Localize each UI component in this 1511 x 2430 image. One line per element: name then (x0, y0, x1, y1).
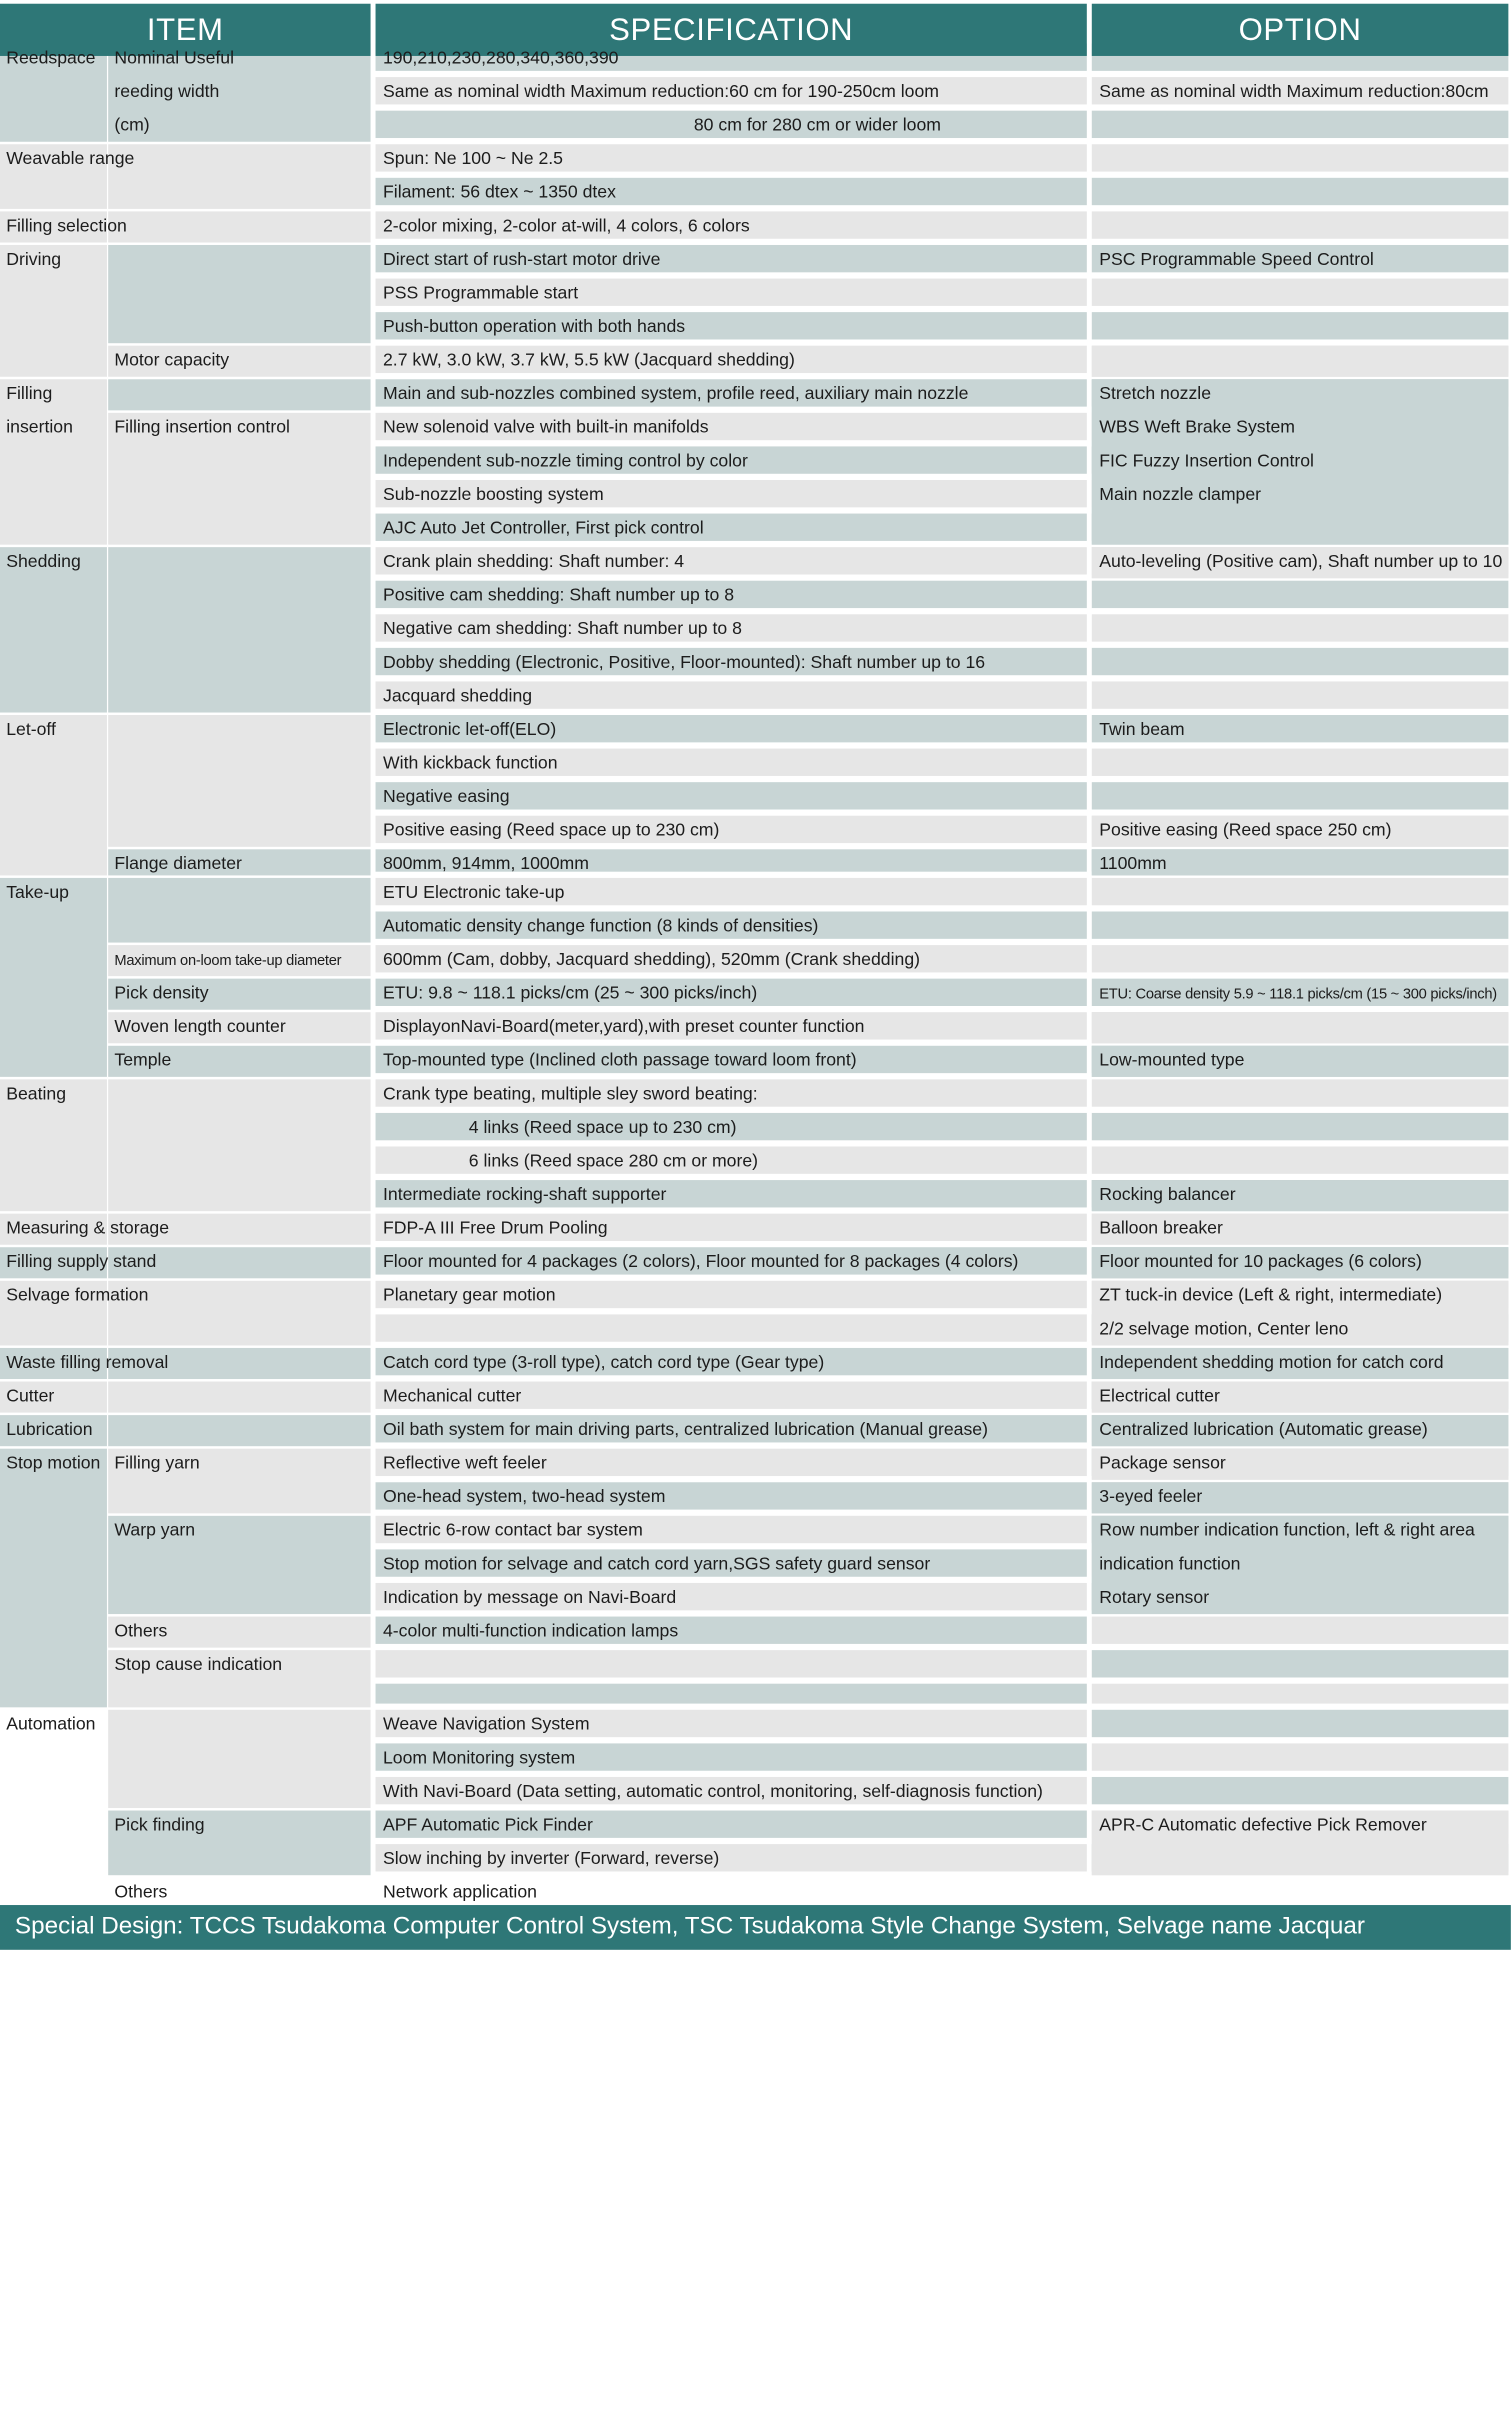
option-strip (1092, 878, 1509, 905)
spec-line: Intermediate rocking-shaft supporter (382, 1185, 667, 1205)
sub-item-cm: (cm) (114, 115, 150, 136)
spec-line: Negative easing (382, 787, 510, 808)
item-label-take-up: Take-up (6, 882, 69, 903)
option-line: 1100mm (1099, 854, 1167, 875)
spec-line: Top-mounted type (Inclined cloth passage toward loom front) (382, 1050, 857, 1071)
option-line: indication function (1099, 1554, 1241, 1575)
option-strip (1092, 1743, 1509, 1770)
option-block (1092, 1012, 1509, 1043)
item-label-weavable-range: Weavable range (6, 149, 135, 170)
cell-b (108, 1710, 370, 1808)
spec-line: Electronic let-off(ELO) (382, 719, 557, 740)
spec-line: 600mm (Cam, dobby, Jacquard shedding), 520mm (Crank shedding) (382, 950, 921, 970)
spec-line: 190,210,230,280,340,360,390 (382, 48, 619, 69)
option-line: 3-eyed feeler (1099, 1487, 1203, 1508)
option-line: WBS Weft Brake System (1099, 417, 1296, 438)
item-label-filling: Filling (6, 384, 53, 405)
option-strip (1092, 1777, 1509, 1804)
option-line: Package sensor (1099, 1453, 1226, 1474)
sub-item-filling-yarn: Filling yarn (114, 1453, 200, 1474)
spec-line: Jacquard shedding (382, 686, 533, 707)
option-strip (1092, 1617, 1509, 1644)
item-label-driving: Driving (6, 249, 62, 270)
spec-line: Main and sub-nozzles combined system, profile reed, auxiliary main nozzle (382, 384, 969, 405)
spec-line: AJC Auto Jet Controller, First pick control (382, 518, 704, 539)
option-line: Balloon breaker (1099, 1218, 1223, 1239)
option-strip (1092, 312, 1509, 339)
sub-item-temple: Temple (114, 1050, 172, 1071)
spec-line: Network application (382, 1882, 537, 1903)
option-line: Main nozzle clamper (1099, 484, 1262, 505)
spec-line: FDP-A III Free Drum Pooling (382, 1218, 608, 1239)
spec-line: 800mm, 914mm, 1000mm (382, 854, 589, 875)
cell-a (0, 1449, 107, 1708)
option-line: Auto-leveling (Positive cam), Shaft number up to 10 (1099, 552, 1503, 573)
option-strip (1092, 945, 1509, 972)
option-strip (1092, 144, 1509, 171)
option-strip (1092, 211, 1509, 238)
item-label-selvage-formation: Selvage formation (6, 1285, 149, 1306)
sub-item-others-auto: Others (114, 1882, 168, 1903)
spec-line: Weave Navigation System (382, 1714, 590, 1735)
option-line: Rocking balancer (1099, 1185, 1236, 1205)
spec-line: 4-color multi-function indication lamps (382, 1621, 679, 1642)
spec-line: Negative cam shedding: Shaft number up to 8 (382, 619, 742, 640)
spec-line: Dobby shedding (Electronic, Positive, Floor-mounted): Shaft number up to 16 (382, 652, 986, 673)
option-strip (1092, 911, 1509, 938)
item-label-lubrication: Lubrication (6, 1420, 93, 1440)
spec-line: Crank plain shedding: Shaft number: 4 (382, 552, 685, 573)
option-strip (1092, 681, 1509, 708)
option-strip (1092, 1147, 1509, 1174)
sub-item-stop-cause-indication: Stop cause indication (114, 1655, 283, 1675)
spec-line: Same as nominal width Maximum reduction:60 cm for 190-250cm loom (382, 82, 939, 102)
header-specification: SPECIFICATION (376, 4, 1087, 56)
option-block (1092, 346, 1509, 377)
spec-line: Positive easing (Reed space up to 230 cm) (382, 820, 720, 841)
item-label-let-off: Let-off (6, 719, 56, 740)
cell-a (0, 878, 107, 1077)
item-label-beating: Beating (6, 1084, 67, 1105)
cell-b (108, 211, 370, 242)
option-line: Centralized lubrication (Automatic grease) (1099, 1420, 1428, 1440)
cell-b (108, 245, 370, 343)
option-strip (1092, 1650, 1509, 1677)
spec-line: One-head system, two-head system (382, 1487, 666, 1508)
spec-line: Electric 6-row contact bar system (382, 1520, 643, 1541)
spec-line: 2-color mixing, 2-color at-will, 4 colors, 6 colors (382, 216, 750, 237)
spec-line: 6 links (Reed space 280 cm or more) (468, 1151, 759, 1172)
spec-line: 4 links (Reed space up to 230 cm) (468, 1117, 737, 1138)
header-option: OPTION (1092, 4, 1509, 56)
sub-item-reeding-width: reeding width (114, 82, 220, 102)
spec-line: Spun: Ne 100 ~ Ne 2.5 (382, 149, 563, 170)
spec-line: ETU Electronic take-up (382, 882, 565, 903)
option-strip (1092, 614, 1509, 641)
option-strip (1092, 1684, 1509, 1704)
sub-item-woven-length-counter: Woven length counter (114, 1017, 286, 1038)
spec-line: Automatic density change function (8 kinds of densities) (382, 916, 819, 937)
sub-item-others-stop: Others (114, 1621, 168, 1642)
spec-line: Planetary gear motion (382, 1285, 556, 1306)
spec-line: Loom Monitoring system (382, 1748, 576, 1769)
spec-line: Filament: 56 dtex ~ 1350 dtex (382, 182, 616, 203)
spec-line: Independent sub-nozzle timing control by color (382, 451, 748, 472)
option-strip (1092, 111, 1509, 138)
spec-strip (376, 1314, 1087, 1341)
item-label-reedspace: Reedspace (6, 48, 96, 69)
spec-line: APF Automatic Pick Finder (382, 1815, 593, 1836)
option-strip (1092, 782, 1509, 809)
spec-line: PSS Programmable start (382, 283, 579, 304)
option-strip (1092, 1079, 1509, 1106)
spec-line: 2.7 kW, 3.0 kW, 3.7 kW, 5.5 kW (Jacquard shedding) (382, 350, 795, 371)
spec-line: Indication by message on Navi-Board (382, 1587, 677, 1608)
cell-b (108, 547, 370, 712)
option-line: Positive easing (Reed space 250 cm) (1099, 820, 1392, 841)
spec-line: Push-button operation with both hands (382, 317, 686, 337)
item-label-insertion: insertion (6, 417, 73, 438)
spec-line: ETU: 9.8 ~ 118.1 picks/cm (25 ~ 300 picks/inch) (382, 983, 758, 1004)
option-line: Stretch nozzle (1099, 384, 1212, 405)
cell-b (108, 1079, 370, 1211)
option-line: Same as nominal width Maximum reduction:80cm (1099, 82, 1489, 102)
sub-item-warp-yarn: Warp yarn (114, 1520, 196, 1541)
header-item: ITEM (0, 4, 371, 56)
spec-line: With kickback function (382, 753, 558, 774)
item-label-automation: Automation (6, 1714, 96, 1735)
item-label-waste-filling-removal: Waste filling removal (6, 1352, 169, 1373)
item-label-filling-selection: Filling selection (6, 216, 127, 237)
option-line: APR-C Automatic defective Pick Remover (1099, 1815, 1427, 1836)
option-strip (1092, 1113, 1509, 1140)
option-strip (1092, 178, 1509, 205)
item-label-measuring-storage: Measuring & storage (6, 1218, 170, 1239)
spec-line: DisplayonNavi-Board(meter,yard),with preset counter function (382, 1017, 865, 1038)
spec-line: Oil bath system for main driving parts, centralized lubrication (Manual grease) (382, 1420, 988, 1440)
spec-line: Positive cam shedding: Shaft number up to 8 (382, 585, 735, 606)
spec-line: 80 cm for 280 cm or wider loom (693, 115, 941, 136)
cell-b (108, 144, 370, 209)
option-strip (1092, 1710, 1509, 1737)
spec-line: Crank type beating, multiple sley sword beating: (382, 1084, 758, 1105)
sub-item-pick-finding: Pick finding (114, 1815, 205, 1836)
option-strip (1092, 749, 1509, 776)
option-strip (1092, 648, 1509, 675)
item-label-stop-motion: Stop motion (6, 1453, 101, 1474)
spec-line: Sub-nozzle boosting system (382, 484, 604, 505)
option-line: ZT tuck-in device (Left & right, intermediate) (1099, 1285, 1443, 1306)
sub-item-flange-diameter: Flange diameter (114, 854, 242, 875)
spec-line: Catch cord type (3-roll type), catch cord type (Gear type) (382, 1352, 825, 1373)
option-line: Independent shedding motion for catch cord (1099, 1352, 1444, 1373)
sub-item-filling-insertion-control: Filling insertion control (114, 417, 290, 438)
spec-line: Direct start of rush-start motor drive (382, 249, 661, 270)
option-line: FIC Fuzzy Insertion Control (1099, 451, 1314, 472)
item-label-cutter: Cutter (6, 1386, 55, 1407)
spec-line: Reflective weft feeler (382, 1453, 547, 1474)
option-line: Floor mounted for 10 packages (6 colors) (1099, 1252, 1422, 1273)
option-line: Electrical cutter (1099, 1386, 1220, 1407)
cell-b (108, 1382, 370, 1413)
option-strip (1092, 581, 1509, 608)
spec-line: New solenoid valve with built-in manifolds (382, 417, 709, 438)
spec-line: Floor mounted for 4 packages (2 colors), Floor mounted for 8 packages (4 colors) (382, 1252, 1019, 1273)
item-label-shedding: Shedding (6, 552, 81, 573)
spec-strip (376, 1650, 1087, 1677)
spec-line: Slow inching by inverter (Forward, reverse) (382, 1849, 720, 1869)
cell-b (108, 1415, 370, 1446)
option-strip (1092, 279, 1509, 306)
sub-item-max-takeup-diameter: Maximum on-loom take-up diameter (114, 951, 342, 969)
option-line: 2/2 selvage motion, Center leno (1099, 1319, 1349, 1340)
spec-line: Stop motion for selvage and catch cord yarn,SGS safety guard sensor (382, 1554, 931, 1575)
option-line: ETU: Coarse density 5.9 ~ 118.1 picks/cm (15 ~ 300 picks/inch) (1099, 984, 1497, 1003)
sub-item-nominal-useful: Nominal Useful (114, 48, 235, 69)
cell-b (108, 878, 370, 943)
spec-strip (376, 1684, 1087, 1704)
special-design-footer: Special Design: TCCS Tsudakoma Computer Control System, TSC Tsudakoma Style Change System, Selvage name Jacquar (0, 1905, 1511, 1950)
cell-b (108, 715, 370, 847)
spec-line: With Navi-Board (Data setting, automatic control, monitoring, self-diagnosis function) (382, 1781, 1043, 1802)
sub-item-motor-capacity: Motor capacity (114, 350, 230, 371)
option-line: Row number indication function, left & right area (1099, 1520, 1475, 1541)
option-line: Rotary sensor (1099, 1587, 1210, 1608)
option-line: PSC Programmable Speed Control (1099, 249, 1374, 270)
sub-item-pick-density: Pick density (114, 983, 209, 1004)
spec-line: Mechanical cutter (382, 1386, 522, 1407)
option-line: Twin beam (1099, 719, 1185, 740)
option-line: Low-mounted type (1099, 1050, 1245, 1071)
cell-b (108, 379, 370, 410)
item-label-filling-supply-stand: Filling supply stand (6, 1252, 157, 1273)
